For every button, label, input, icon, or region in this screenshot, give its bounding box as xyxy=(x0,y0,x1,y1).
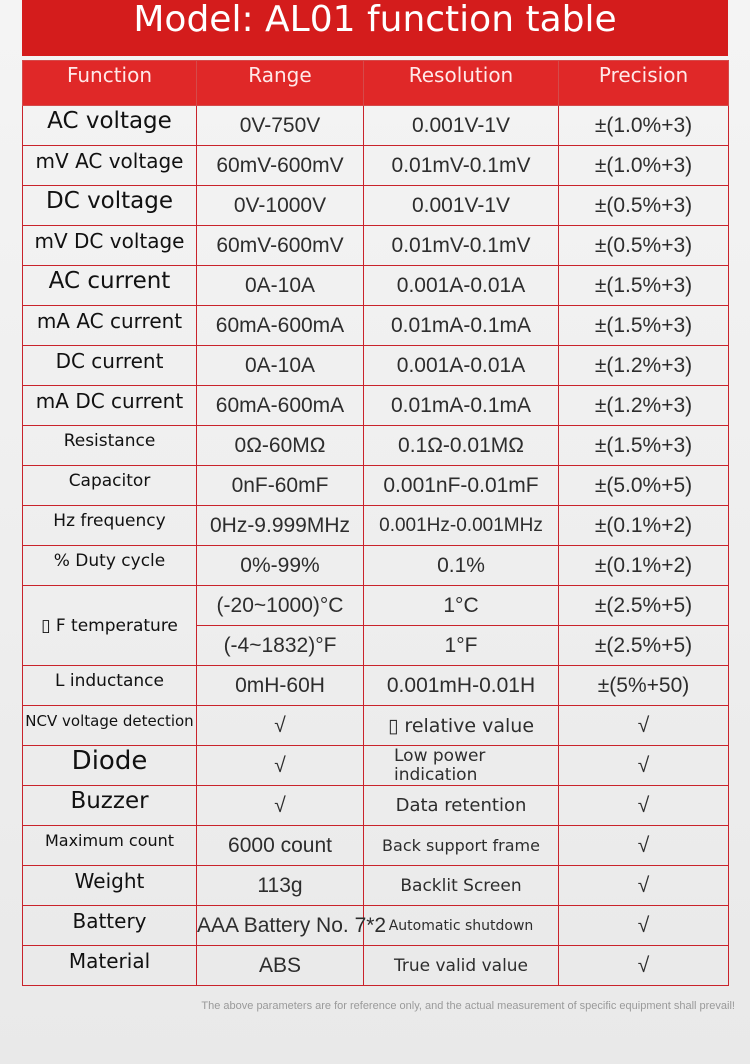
feature-row xyxy=(23,906,729,946)
feature-value: √ xyxy=(559,746,729,786)
resolution-cell: 0.001mH-0.01H xyxy=(364,666,559,706)
range-cell: 0%-99% xyxy=(197,546,364,586)
function-cell: DC current xyxy=(23,346,197,386)
table-row xyxy=(23,546,729,586)
table-row xyxy=(23,266,729,306)
function-cell-temperature: ▯ F temperature xyxy=(23,586,197,666)
resolution-cell: 0.01mA-0.1mA xyxy=(364,306,559,346)
resolution-cell: 0.001V-1V xyxy=(364,106,559,146)
precision-cell: ±(1.2%+3) xyxy=(559,386,729,426)
range-cell: 0nF-60mF xyxy=(197,466,364,506)
feature-value: √ xyxy=(197,746,364,786)
resolution-cell: 0.001nF-0.01mF xyxy=(364,466,559,506)
function-cell: mA DC current xyxy=(23,386,197,426)
resolution-cell: 0.01mV-0.1mV xyxy=(364,226,559,266)
feature-value: √ xyxy=(197,786,364,826)
feature-row xyxy=(23,706,729,746)
function-cell: mA AC current xyxy=(23,306,197,346)
table-row xyxy=(23,506,729,546)
range-cell: 60mA-600mA xyxy=(197,306,364,346)
feature-row xyxy=(23,746,729,786)
feature-label: True valid value xyxy=(364,946,559,986)
table-row xyxy=(23,426,729,466)
feature-value: √ xyxy=(559,786,729,826)
resolution-cell: 0.001A-0.01A xyxy=(364,266,559,306)
range-cell: 0V-1000V xyxy=(197,186,364,226)
function-cell: Resistance xyxy=(23,426,197,466)
precision-cell: ±(2.5%+5) xyxy=(559,586,729,626)
precision-cell: ±(1.0%+3) xyxy=(559,146,729,186)
precision-cell: ±(0.1%+2) xyxy=(559,546,729,586)
feature-row xyxy=(23,946,729,986)
table-row xyxy=(23,106,729,146)
range-cell: 60mA-600mA xyxy=(197,386,364,426)
feature-value: √ xyxy=(559,826,729,866)
range-cell: 0A-10A xyxy=(197,266,364,306)
function-table xyxy=(22,60,729,986)
function-cell: Hz frequency xyxy=(23,506,197,546)
function-cell: DC voltage xyxy=(23,186,197,226)
feature-label: Diode xyxy=(23,746,197,786)
feature-value: √ xyxy=(559,906,729,946)
range-cell: 0mH-60H xyxy=(197,666,364,706)
function-cell: Capacitor xyxy=(23,466,197,506)
table-header-row xyxy=(23,61,729,106)
precision-cell: ±(1.5%+3) xyxy=(559,426,729,466)
resolution-cell: 0.01mV-0.1mV xyxy=(364,146,559,186)
resolution-cell: 0.01mA-0.1mA xyxy=(364,386,559,426)
header-resolution: Resolution xyxy=(364,61,559,106)
feature-value: √ xyxy=(559,866,729,906)
function-cell: mV AC voltage xyxy=(23,146,197,186)
table-row xyxy=(23,306,729,346)
feature-value: 6000 count xyxy=(197,826,364,866)
feature-label: Weight xyxy=(23,866,197,906)
resolution-cell: 1°C xyxy=(364,586,559,626)
disclaimer-footnote: The above parameters are for reference only, and the actual measurement of specific equipment shall prevail! xyxy=(201,1000,735,1012)
feature-row xyxy=(23,826,729,866)
feature-label: Battery xyxy=(23,906,197,946)
feature-label: Buzzer xyxy=(23,786,197,826)
feature-label: Data retention xyxy=(364,786,559,826)
range-cell: 60mV-600mV xyxy=(197,226,364,266)
feature-value: √ xyxy=(559,946,729,986)
feature-value: 113g xyxy=(197,866,364,906)
function-cell: AC voltage xyxy=(23,106,197,146)
precision-cell: ±(5.0%+5) xyxy=(559,466,729,506)
header-range: Range xyxy=(197,61,364,106)
range-cell: (-20~1000)°C xyxy=(197,586,364,626)
precision-cell: ±(1.2%+3) xyxy=(559,346,729,386)
table-row xyxy=(23,346,729,386)
feature-value: ABS xyxy=(197,946,364,986)
function-cell: AC current xyxy=(23,266,197,306)
feature-row xyxy=(23,786,729,826)
range-cell: 0Ω-60MΩ xyxy=(197,426,364,466)
range-cell: 0A-10A xyxy=(197,346,364,386)
table-row xyxy=(23,226,729,266)
resolution-cell: 0.001Hz-0.001MHz xyxy=(364,506,559,546)
feature-label: Back support frame xyxy=(364,826,559,866)
feature-label: NCV voltage detection xyxy=(23,706,197,746)
header-precision: Precision xyxy=(559,61,729,106)
feature-label: ▯ relative value xyxy=(364,706,559,746)
table-row xyxy=(23,666,729,706)
resolution-cell: 1°F xyxy=(364,626,559,666)
resolution-cell: 0.1% xyxy=(364,546,559,586)
precision-cell: ±(0.1%+2) xyxy=(559,506,729,546)
resolution-cell: 0.001A-0.01A xyxy=(364,346,559,386)
precision-cell: ±(1.5%+3) xyxy=(559,266,729,306)
precision-cell: ±(0.5%+3) xyxy=(559,186,729,226)
feature-label: Backlit Screen xyxy=(364,866,559,906)
range-cell: (-4~1832)°F xyxy=(197,626,364,666)
range-cell: 60mV-600mV xyxy=(197,146,364,186)
feature-label: Automatic shutdown xyxy=(364,906,559,946)
resolution-cell: 0.1Ω-0.01MΩ xyxy=(364,426,559,466)
resolution-cell: 0.001V-1V xyxy=(364,186,559,226)
feature-label: Maximum count xyxy=(23,826,197,866)
feature-row xyxy=(23,866,729,906)
feature-value: √ xyxy=(197,706,364,746)
precision-cell: ±(1.5%+3) xyxy=(559,306,729,346)
function-cell: % Duty cycle xyxy=(23,546,197,586)
feature-value: AAA Battery No. 7*2 xyxy=(197,906,364,946)
function-cell: mV DC voltage xyxy=(23,226,197,266)
precision-cell: ±(2.5%+5) xyxy=(559,626,729,666)
table-row xyxy=(23,466,729,506)
table-row xyxy=(23,146,729,186)
header-function: Function xyxy=(23,61,197,106)
feature-label: Material xyxy=(23,946,197,986)
table-row xyxy=(23,186,729,226)
page-title: Model: AL01 function table xyxy=(22,0,728,56)
table-row xyxy=(23,386,729,426)
precision-cell: ±(5%+50) xyxy=(559,666,729,706)
precision-cell: ±(1.0%+3) xyxy=(559,106,729,146)
feature-label: Low power indication xyxy=(364,746,559,786)
table-row xyxy=(23,586,729,626)
precision-cell: ±(0.5%+3) xyxy=(559,226,729,266)
range-cell: 0V-750V xyxy=(197,106,364,146)
feature-value: √ xyxy=(559,706,729,746)
range-cell: 0Hz-9.999MHz xyxy=(197,506,364,546)
function-cell: L inductance xyxy=(23,666,197,706)
